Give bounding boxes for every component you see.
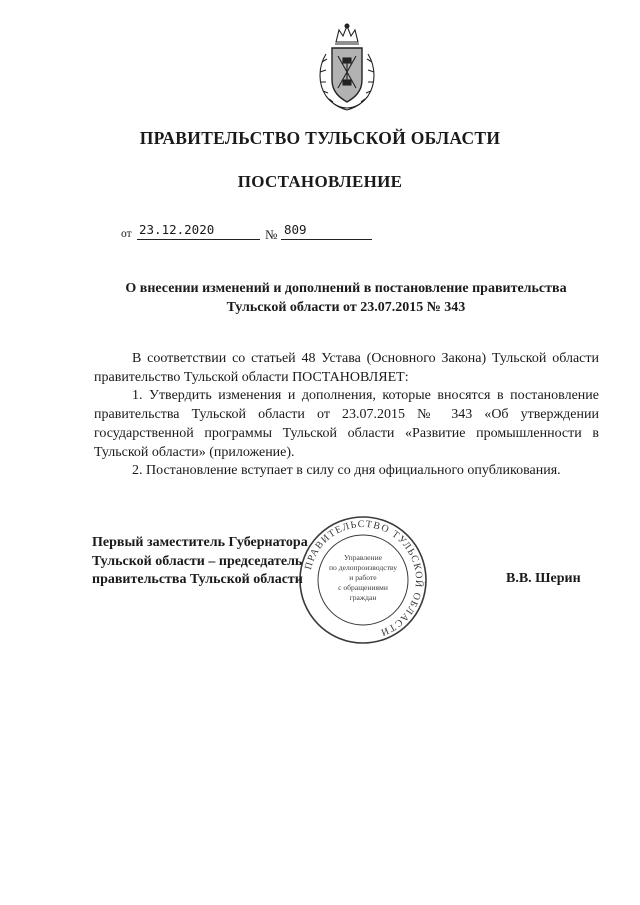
signatory-position — [92, 534, 308, 590]
coat-of-arms-emblem — [312, 22, 382, 114]
document-type-title: ПОСТАНОВЛЕНИЕ — [237, 172, 403, 191]
document-subject — [88, 279, 604, 317]
body-paragraph-item-1: 1. Утвердить изменения и дополнения, которые вносятся в постановление правительства Тульской области от 23.07.2015 № 343 «Об утверждении государственной программы Тульской области «Развитие промышленности в Тульской области» (приложение). — [94, 388, 599, 460]
position-line-1: Первый заместитель Губернатора — [92, 535, 308, 550]
body-paragraph-item-2: 2. Постановление вступает в силу со дня официального опубликования. — [132, 463, 561, 479]
government-title: ПРАВИТЕЛЬСТВО ТУЛЬСКОЙ ОБЛАСТИ — [139, 128, 501, 148]
document-date: 23.12.2020 — [139, 222, 215, 237]
date-underline — [137, 239, 260, 240]
stamp-ring-text: ПРАВИТЕЛЬСТВО ТУЛЬСКОЙ ОБЛАСТИ — [303, 518, 425, 638]
stamp-center-line-3: и работе — [349, 573, 377, 582]
document-body — [94, 350, 599, 481]
document-number: 809 — [284, 222, 307, 237]
official-stamp — [297, 514, 429, 646]
date-label: от — [121, 228, 132, 240]
stamp-center-line-4: с обращениями — [338, 583, 388, 592]
date-number-line — [121, 222, 381, 242]
signatory-name: В.В. Шерин — [506, 571, 581, 586]
body-paragraph-preamble: В соответствии со статьей 48 Устава (Основного Закона) Тульской области правительство Тульской области ПОСТАНОВЛЯЕТ: — [94, 351, 599, 385]
stamp-center-line-1: Управление — [343, 553, 383, 562]
number-underline — [281, 239, 372, 240]
subject-line-2: Тульской области от 23.07.2015 № 343 — [226, 300, 466, 315]
position-line-2: Тульской области – председатель — [92, 553, 303, 569]
stamp-center-line-5: граждан — [349, 593, 377, 602]
stamp-center-line-2: по делопроизводству — [328, 563, 398, 572]
position-line-3: правительства Тульской области — [92, 572, 303, 587]
subject-line-1: О внесении изменений и дополнений в постановление правительства — [125, 281, 567, 296]
number-label: № — [265, 227, 278, 242]
